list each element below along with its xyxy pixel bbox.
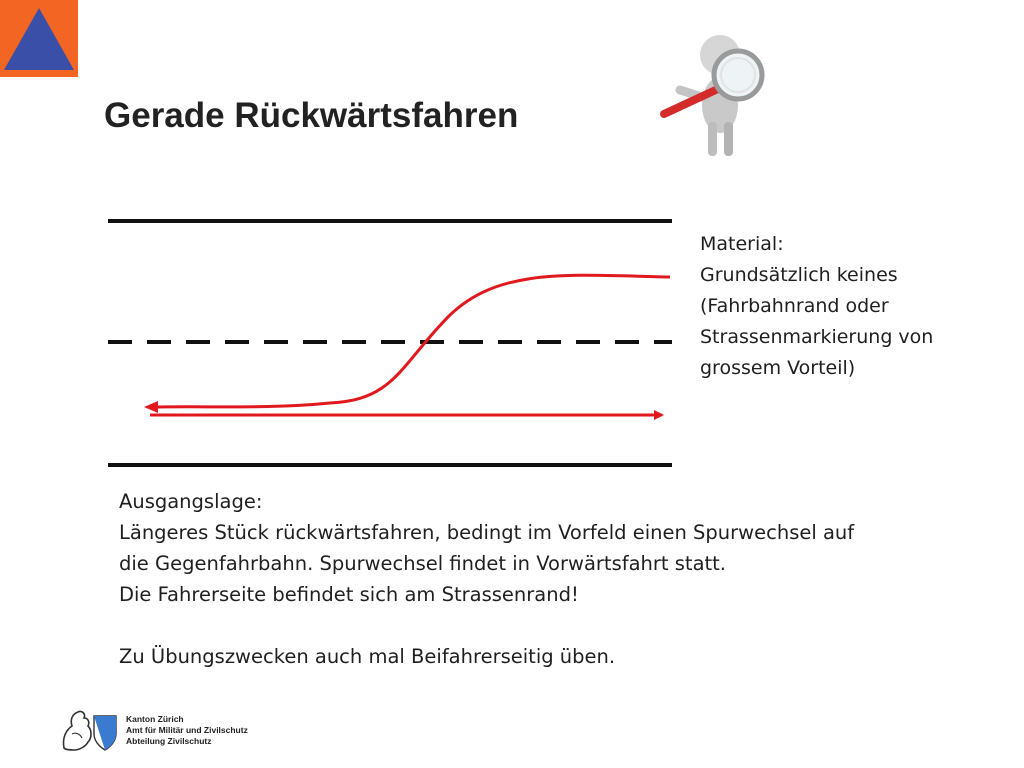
magnifying-glass-figure-icon [650, 10, 780, 160]
footer-text [126, 714, 248, 747]
civil-defense-triangle-icon [0, 0, 78, 77]
material-line: grossem Vorteil) [700, 357, 856, 379]
material-line: Grundsätzlich keines [700, 264, 898, 286]
situation-text [119, 486, 854, 672]
reversing-diagram [100, 205, 680, 475]
situation-line: Längeres Stück rückwärtsfahren, bedingt im Vorfeld einen Spurwechsel auf [119, 521, 855, 544]
material-line: (Fahrbahnrand oder [700, 295, 889, 317]
footer-canton: Kanton Zürich [126, 714, 184, 724]
footer-department: Abteilung Zivilschutz [126, 736, 212, 746]
material-text [700, 229, 933, 384]
page-title: Gerade Rückwärtsfahren [104, 96, 519, 135]
footer-office: Amt für Militär und Zivilschutz [126, 725, 248, 735]
material-heading: Material: [700, 233, 784, 255]
reverse-arrowhead [144, 401, 158, 413]
situation-heading: Ausgangslage: [119, 490, 263, 513]
situation-line: die Gegenfahrbahn. Spurwechsel findet in Vorwärtsfahrt statt. [119, 552, 727, 575]
material-line: Strassenmarkierung von [700, 326, 934, 348]
situation-line: Die Fahrerseite befindet sich am Strassenrand! [119, 583, 579, 606]
situation-note: Zu Übungszwecken auch mal Beifahrerseitig üben. [119, 645, 616, 668]
zurich-lion-crest-icon [58, 704, 122, 754]
civil-defense-logo [0, 0, 78, 77]
